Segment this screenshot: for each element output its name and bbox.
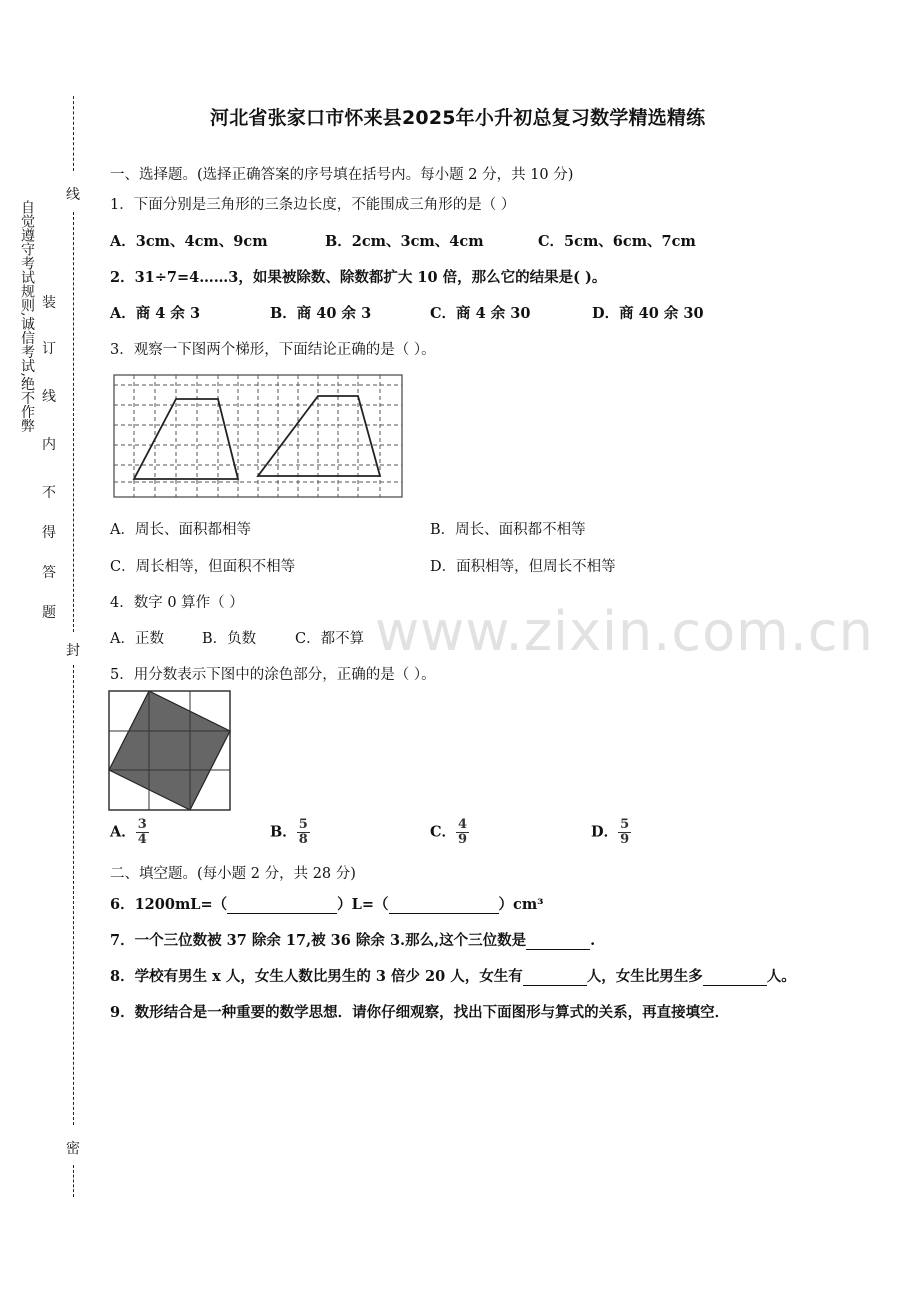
question-4-option-c: C．都不算	[295, 631, 365, 647]
question-9-stem: 9．数形结合是一种重要的数学思想．请你仔细观察，找出下面图形与算式的关系，再直接填空．	[110, 1004, 730, 1021]
binding-dashed-line-bottom	[73, 1165, 74, 1197]
question-5-option-b	[270, 818, 310, 847]
binding-char: 不	[42, 485, 56, 501]
question-5-option-c	[430, 818, 469, 847]
binding-char: 订	[42, 341, 56, 357]
question-2-option-b: B．商 40 余 3	[270, 305, 372, 322]
trapezoid-grid-figure	[112, 370, 406, 500]
exam-honesty-warning: 自觉遵守考试规则,诚信考试,绝不作弊	[19, 200, 35, 433]
fraction	[136, 818, 149, 847]
question-2-option-d: D．商 40 余 30	[592, 305, 704, 322]
section-heading-choice: 一、选择题。(选择正确答案的序号填在括号内。每小题 2 分，共 10 分)	[110, 167, 574, 183]
binding-char: 得	[42, 525, 56, 541]
binding-char: 线	[42, 389, 56, 405]
question-3-option-c: C．周长相等，但面积不相等	[110, 559, 296, 575]
answer-blank[interactable]	[227, 913, 337, 914]
question-8	[110, 965, 796, 986]
binding-dashed-line-middle	[73, 212, 74, 632]
denominator: 8	[298, 832, 308, 847]
page-title: 河北省张家口市怀来县2025年小升初总复习数学精选精练	[210, 107, 706, 129]
numerator: 3	[137, 817, 147, 832]
binding-char-mi: 密	[66, 1141, 80, 1157]
numerator: 4	[458, 817, 468, 832]
question-1-option-a: A．3cm、4cm、9cm	[110, 233, 268, 250]
question-3-option-b: B．周长、面积都不相等	[430, 522, 586, 538]
question-5-stem: 5．用分数表示下图中的涂色部分，正确的是（ ）。	[110, 667, 436, 683]
option-label: A．	[110, 823, 136, 841]
denominator: 4	[137, 832, 147, 847]
binding-char: 答	[42, 565, 56, 581]
watermark: www.zixin.com.cn	[375, 600, 874, 663]
binding-char: 题	[42, 605, 56, 621]
question-3-option-a: A．周长、面积都相等	[110, 522, 251, 538]
binding-char: 装	[42, 295, 56, 311]
question-2-option-a: A．商 4 余 3	[110, 305, 201, 322]
answer-blank[interactable]	[389, 913, 499, 914]
question-1-stem: 1．下面分别是三角形的三条边长度，不能围成三角形的是（ ）	[110, 197, 516, 213]
shaded-square-figure	[108, 690, 232, 812]
answer-blank[interactable]	[526, 949, 590, 950]
option-label: B．	[270, 823, 297, 841]
question-8-part-c: 人。	[766, 968, 796, 985]
question-3-stem: 3．观察一下图两个梯形，下面结论正确的是（ ）。	[110, 342, 436, 358]
question-8-part-a: 8．学校有男生 x 人，女生人数比男生的 3 倍少 20 人，女生有	[110, 968, 523, 985]
question-2-stem: 2．31÷7=4……3，如果被除数、除数都扩大 10 倍，那么它的结果是( )。	[110, 269, 607, 286]
binding-char-xian: 线	[66, 187, 80, 203]
denominator: 9	[620, 832, 630, 847]
question-5-option-d	[591, 818, 631, 847]
answer-blank[interactable]	[523, 985, 587, 986]
option-label: C．	[430, 823, 457, 841]
option-label: D．	[591, 823, 619, 841]
question-4-stem: 4．数字 0 算作（ ）	[110, 595, 244, 611]
question-2-option-c: C．商 4 余 30	[430, 305, 531, 322]
section-heading-fill-in: 二、填空题。(每小题 2 分，共 28 分)	[110, 866, 356, 882]
fraction	[456, 818, 469, 847]
answer-blank[interactable]	[703, 985, 767, 986]
binding-dashed-line-lower	[73, 665, 74, 1125]
question-6	[110, 893, 544, 914]
binding-dashed-line-top	[73, 96, 74, 171]
question-6-part-b: ）L=（	[337, 896, 389, 913]
binding-char-feng: 封	[66, 643, 80, 659]
question-7-end: .	[590, 932, 596, 949]
denominator: 9	[458, 832, 468, 847]
question-7	[110, 929, 595, 950]
numerator: 5	[620, 817, 630, 832]
question-1-option-b: B．2cm、3cm、4cm	[325, 233, 484, 250]
question-6-part-a: 6．1200mL=（	[110, 896, 228, 913]
question-5-option-a	[110, 818, 149, 847]
question-8-part-b: 人，女生比男生多	[586, 968, 703, 985]
binding-instruction	[42, 292, 58, 642]
fraction	[297, 818, 310, 847]
question-4-option-b: B．负数	[202, 631, 257, 647]
numerator: 5	[298, 817, 308, 832]
question-1-option-c: C．5cm、6cm、7cm	[538, 233, 696, 250]
question-6-part-c: ）cm³	[498, 896, 544, 913]
question-3-option-d: D．面积相等，但周长不相等	[430, 559, 616, 575]
fraction	[618, 818, 631, 847]
binding-char: 内	[42, 437, 56, 453]
question-4-option-a: A．正数	[110, 631, 164, 647]
question-7-text: 7．一个三位数被 37 除余 17,被 36 除余 3.那么,这个三位数是	[110, 932, 527, 949]
